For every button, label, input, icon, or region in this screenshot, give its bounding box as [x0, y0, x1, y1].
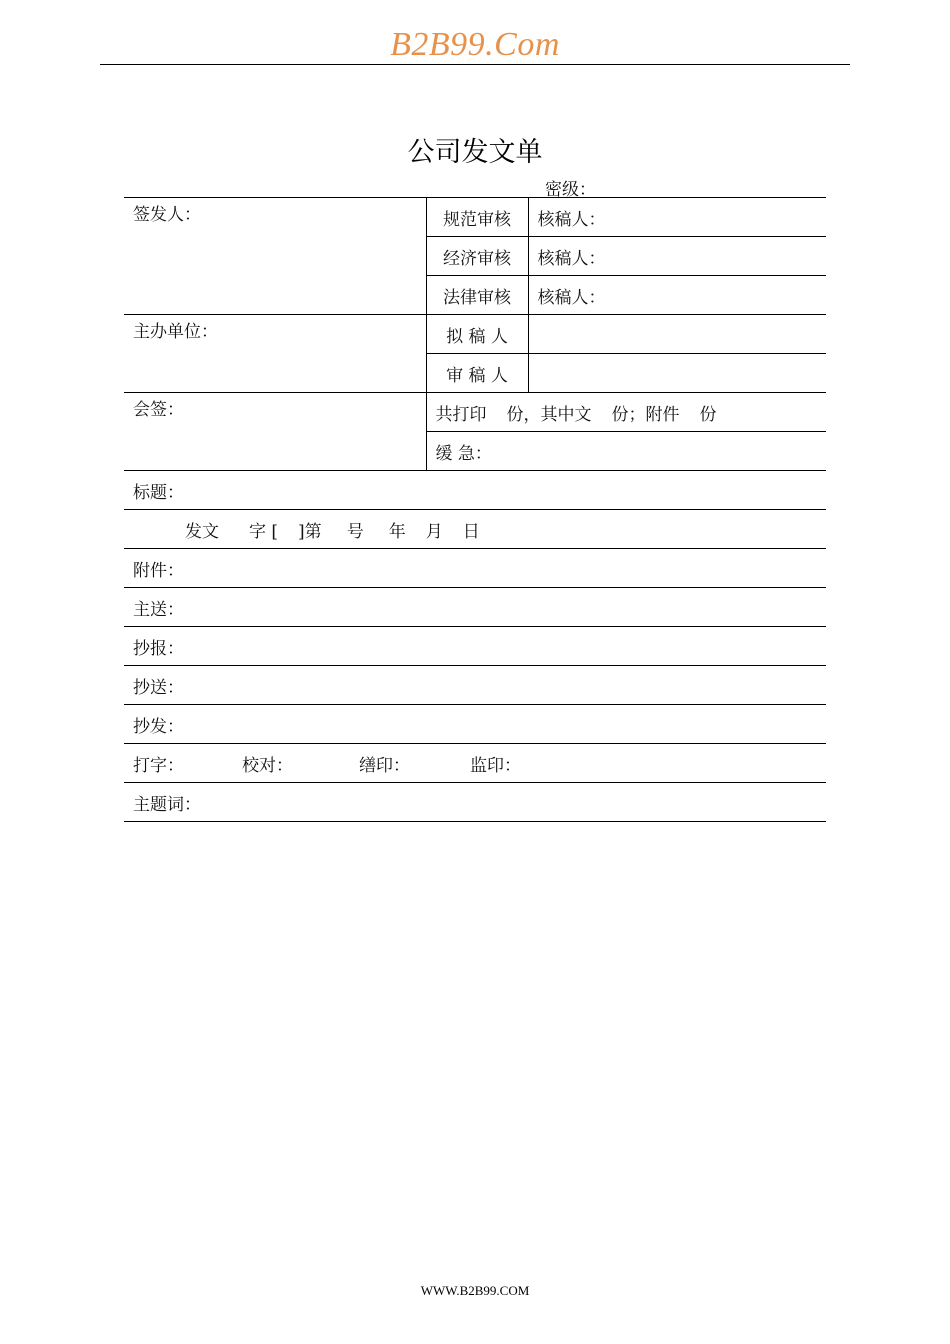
host-unit-field[interactable]: [124, 315, 426, 393]
supervise-label: 监印：: [470, 755, 521, 776]
checker-field[interactable]: 核稿人：: [528, 237, 826, 276]
print-copies-field[interactable]: [426, 393, 826, 432]
print-copies-total: 共打印: [435, 404, 487, 425]
footer-url: WWW.B2B99.COM: [420, 1283, 530, 1298]
report-copy-label: 抄报：: [133, 638, 184, 659]
issuer-field[interactable]: [124, 198, 426, 315]
review-type-cell: 经济审核: [426, 237, 528, 276]
proofread-label: 校对：: [242, 755, 293, 776]
header-rule: [100, 64, 850, 65]
doc-number-fawen: 发文: [185, 521, 219, 542]
table-row: [124, 705, 826, 744]
dispatch-form-table: [124, 197, 826, 822]
table-row: [124, 315, 826, 354]
document-title: 公司发文单: [407, 137, 543, 168]
drafter-label: 拟 稿 人: [426, 315, 528, 354]
secret-level-label: 密级：: [545, 180, 596, 200]
table-row: [124, 549, 826, 588]
report-copy-field[interactable]: [124, 627, 826, 666]
table-row: [124, 471, 826, 510]
table-row: [124, 393, 826, 432]
urgency-field[interactable]: [426, 432, 826, 471]
doc-number-zi: 字 [: [249, 521, 279, 542]
issuer-label: 签发人：: [133, 205, 201, 225]
countersign-label: 会签：: [133, 400, 184, 420]
table-row: [124, 783, 826, 822]
countersign-field[interactable]: [124, 393, 426, 471]
copy-to-label: 抄送：: [133, 677, 184, 698]
typing-proof-row[interactable]: [124, 744, 826, 783]
table-row: [124, 510, 826, 549]
attachment-label: 附件：: [133, 560, 184, 581]
doc-number-hao: 号: [346, 521, 364, 542]
doc-number-field[interactable]: [124, 510, 826, 549]
review-type-cell: 规范审核: [426, 198, 528, 237]
keywords-field[interactable]: [124, 783, 826, 822]
send-to-label: 主送：: [133, 599, 184, 620]
copy-issue-field[interactable]: [124, 705, 826, 744]
review-type-cell: 法律审核: [426, 276, 528, 315]
drafter-field[interactable]: [528, 315, 826, 354]
reviewer-field[interactable]: [528, 354, 826, 393]
table-row: [124, 744, 826, 783]
doc-number-di: ]第: [298, 521, 322, 542]
attachment-field[interactable]: [124, 549, 826, 588]
send-to-field[interactable]: [124, 588, 826, 627]
subject-label: 标题：: [133, 482, 184, 503]
table-row: [124, 666, 826, 705]
copy-issue-label: 抄发：: [133, 716, 184, 737]
print-copies-main: 份，其中文: [506, 404, 592, 425]
typing-label: 打字：: [133, 755, 184, 776]
host-unit-label: 主办单位：: [133, 322, 218, 342]
copy-to-field[interactable]: [124, 666, 826, 705]
reviewer-label: 审 稿 人: [426, 354, 528, 393]
urgency-label: 缓 急：: [435, 443, 492, 464]
doc-number-yue: 月: [425, 521, 443, 542]
checker-field[interactable]: 核稿人：: [528, 276, 826, 315]
site-logo: B2B99.Com: [390, 26, 560, 63]
keywords-label: 主题词：: [133, 794, 201, 815]
print-copies-attachment: 份；附件: [611, 404, 680, 425]
table-row: [124, 198, 826, 237]
table-row: [124, 588, 826, 627]
doc-number-ri: 日: [462, 521, 480, 542]
print-copies-unit: 份: [699, 404, 717, 425]
seal-print-label: 缮印：: [359, 755, 410, 776]
subject-field[interactable]: [124, 471, 826, 510]
checker-field[interactable]: 核稿人：: [528, 198, 826, 237]
doc-number-nian: 年: [388, 521, 406, 542]
table-row: [124, 627, 826, 666]
